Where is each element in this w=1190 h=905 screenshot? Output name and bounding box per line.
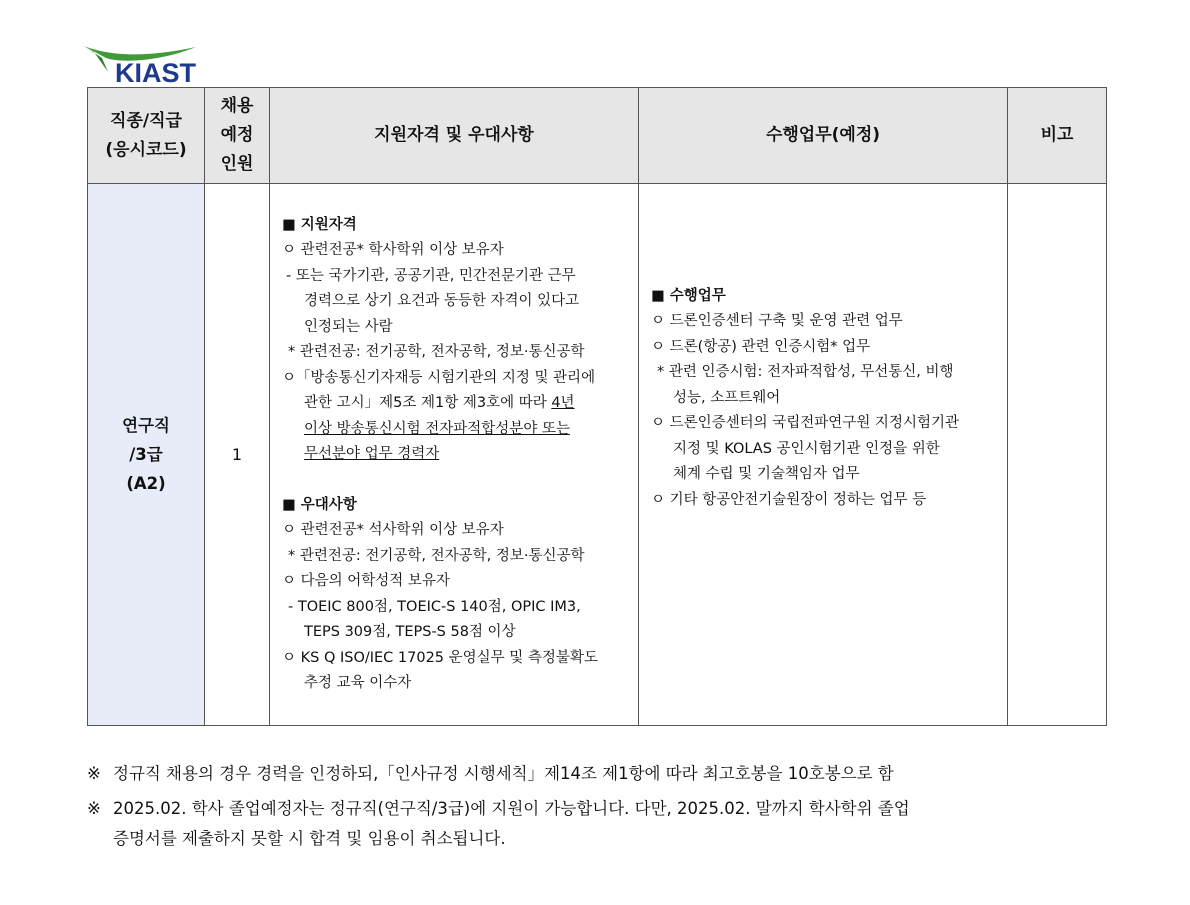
kiast-logo [84,44,202,86]
note-item [87,794,1106,854]
duty-cell [639,184,1008,726]
kiast-logo-mark [84,44,202,86]
note-mark: ※ [87,764,101,783]
logo-text: KIAST [115,58,196,86]
list-item: 체계 수립 및 기술책임자 업무 [673,466,860,483]
note-text: 2025.02. 학사 졸업예정자는 정규직(연구직/3급)에 지원이 가능합니다. 다만, 2025.02. 말까지 학사학위 졸업 [113,799,910,818]
list-item: - 또는 국가기관, 공공기관, 민간전문기관 근무 [286,267,576,284]
list-item: 이상 방송통신시험 전자파적합성분야 또는 [304,420,570,437]
list-item: ㅇ KS Q ISO/IEC 17025 운영실무 및 측정불확도 [282,649,598,666]
preference-title: ■ 우대사항 [282,496,357,513]
header-remark: 비고 [1008,88,1107,184]
notes [87,759,1106,859]
header-job: 직종/직급 (응시코드) [88,88,205,184]
remark-cell [1008,184,1107,726]
list-item: 경력으로 상기 요건과 동등한 자격이 있다고 [304,293,580,309]
list-item: ㅇ 기타 항공안전기술원장이 정하는 업무 등 [651,491,927,508]
list-item: 지정 및 KOLAS 공인시험기관 인정을 위한 [673,440,940,457]
job-cell: 연구직 /3급 (A2) [88,184,205,726]
table-row [88,184,1107,726]
list-item: ㅇ 관련전공* 석사학위 이상 보유자 [282,522,504,538]
list-item: ㅇ 다음의 어학성적 보유자 [282,573,450,589]
list-item: 관한 고시」제5조 제1항 제3호에 따라 4년 [304,395,575,411]
note-text: 증명서를 제출하지 못할 시 합격 및 임용이 취소됩니다. [113,829,506,848]
list-item: ㅇ 드론인증센터 구축 및 운영 관련 업무 [651,313,903,330]
note-item [87,759,1106,789]
list-item: - TOEIC 800점, TOEIC-S 140점, OPIC IM3, [288,598,581,615]
list-item: 추정 교육 이수자 [304,675,412,691]
count-cell: 1 [205,184,270,726]
list-item: ㅇ「방송통신기자재등 시험기관의 지정 및 관리에 [282,369,596,386]
note-mark: ※ [87,799,101,818]
list-item: TEPS 309점, TEPS-S 58점 이상 [304,624,516,640]
recruitment-table [87,87,1107,726]
header-count: 채용 예정 인원 [205,88,270,184]
list-item: 성능, 소프트웨어 [673,389,781,406]
list-item: ㅇ 관련전공* 학사학위 이상 보유자 [282,242,504,258]
list-item: 인정되는 사람 [304,318,393,335]
qualification-cell [270,184,639,726]
list-item: * 관련 인증시험: 전자파적합성, 무선통신, 비행 [657,364,954,381]
note-text: 정규직 채용의 경우 경력을 인정하되,「인사규정 시행세칙」제14조 제1항에 따라 최고호봉을 10호봉으로 함 [113,764,894,783]
header-duty: 수행업무(예정) [639,88,1008,184]
list-item: ㅇ 드론인증센터의 국립전파연구원 지정시험기관 [651,415,959,432]
duty-title: ■ 수행업무 [651,287,726,304]
list-item: 무선분야 업무 경력자 [304,446,440,462]
qualification-title: ■ 지원자격 [282,216,357,233]
list-item: ㅇ 드론(항공) 관련 인증시험* 업무 [651,338,871,355]
header-qualification: 지원자격 및 우대사항 [270,88,639,184]
list-item: * 관련전공: 전기공학, 전자공학, 정보·통신공학 [288,344,585,360]
header-row [88,88,1107,184]
list-item: * 관련전공: 전기공학, 전자공학, 정보·통신공학 [288,547,585,564]
